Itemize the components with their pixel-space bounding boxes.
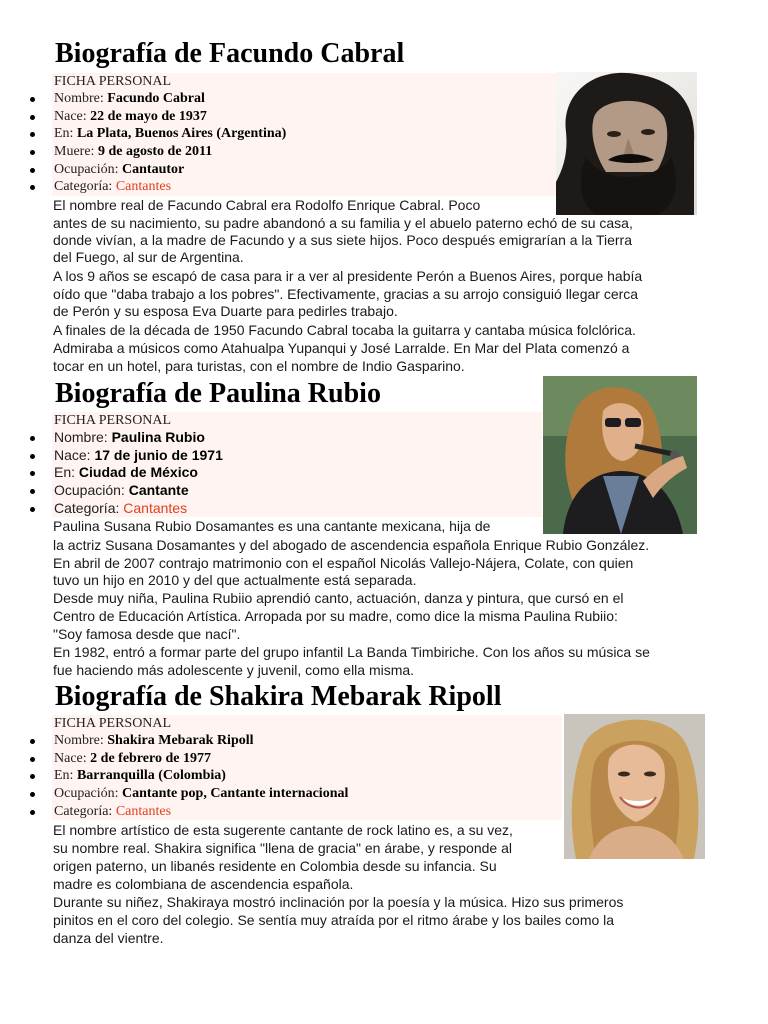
- field-label: Nace:: [54, 750, 87, 766]
- text-line: Paulina Susana Rubio Dosamantes es una cantante mexicana, hija de: [53, 518, 491, 534]
- text-line: la actriz Susana Dosamantes y del abogado de ascendencia española Enrique Rubio González.: [53, 537, 650, 553]
- ficha-field-nombre: [52, 732, 562, 750]
- text-line: A los 9 años se escapó de casa para ir a ver al presidente Perón a Buenos Aires, porque había: [53, 268, 643, 284]
- field-label: En:: [54, 464, 76, 481]
- ficha-field-nombre: [52, 429, 542, 447]
- field-value: 9 de agosto de 2011: [97, 144, 213, 160]
- text-line: tocar en un hotel, para turistas, con el nombre de Indio Gasparino.: [53, 358, 465, 374]
- field-label: Ocupación:: [54, 786, 119, 802]
- ficha-personal: [52, 715, 562, 820]
- text-line: El nombre real de Facundo Cabral era Rodolfo Enrique Cabral. Poco: [53, 197, 481, 213]
- field-label: Nace:: [54, 108, 87, 124]
- text-line: A finales de la década de 1950 Facundo Cabral tocaba la guitarra y cantaba música folclórica.: [53, 322, 636, 338]
- ficha-personal: [52, 412, 542, 517]
- text-line: origen paterno, un libanés residente en Colombia desde su infancia. Su: [53, 858, 497, 874]
- field-value: Shakira Mebarak Ripoll: [107, 733, 254, 748]
- field-label: Categoría:: [54, 179, 113, 195]
- field-label: En:: [54, 768, 74, 784]
- field-label: Nace:: [54, 446, 91, 463]
- text-line: El nombre artístico de esta sugerente cantante de rock latino es, a su vez,: [53, 822, 513, 838]
- ficha-title: FICHA PERSONAL: [54, 74, 172, 89]
- text-line: Durante su niñez, Shakiraya mostró inclinación por la poesía y la música. Hizo sus primeros: [53, 894, 624, 910]
- field-value: Cantante: [128, 482, 189, 499]
- field-label: En:: [54, 126, 74, 142]
- text-line: madre es colombiana de ascendencia española.: [53, 876, 354, 892]
- field-value: Cantautor: [122, 161, 185, 177]
- field-label: Nombre:: [54, 91, 104, 106]
- text-line: de Perón y su esposa Eva Duarte para pedirles trabajo.: [53, 303, 398, 319]
- field-label: Ocupación:: [54, 161, 119, 177]
- category-link[interactable]: Cantantes: [123, 499, 188, 516]
- ficha-fields: [52, 429, 542, 517]
- ficha-personal: [52, 73, 556, 196]
- ficha-field-muere: [52, 143, 556, 161]
- ficha-field-en: [52, 464, 542, 482]
- field-value: Paulina Rubio: [111, 429, 205, 445]
- ficha-field-categoria: [52, 803, 562, 821]
- bio-title: Biografía de Facundo Cabral: [55, 38, 405, 69]
- bio-title: Biografía de Shakira Mebarak Ripoll: [55, 681, 502, 712]
- text-line: Admiraba a músicos como Atahualpa Yupanqui y José Larralde. En Mar del Plata comenzó a: [53, 340, 630, 356]
- field-label: Muere:: [54, 144, 95, 160]
- text-line: fue haciendo más adolescente y juvenil, como ella misma.: [53, 662, 415, 678]
- text-line: danza del vientre.: [53, 930, 164, 946]
- ficha-fields: [52, 732, 562, 820]
- text-line: Desde muy niña, Paulina Rubiio aprendió canto, actuación, danza y pintura, que cursó en el: [53, 590, 624, 606]
- ficha-field-ocupacion: [52, 785, 562, 803]
- field-value: La Plata, Buenos Aires (Argentina): [76, 126, 287, 142]
- field-label: Categoría:: [54, 803, 113, 819]
- text-line: Centro de Educación Artística. Arropada por su madre, como dice la misma Paulina Rubiio:: [53, 608, 618, 624]
- field-value: Facundo Cabral: [107, 91, 205, 106]
- text-line: pinitos en el coro del colegio. Se sentía muy atraída por el ritmo árabe y los bailes como la: [53, 912, 615, 928]
- field-label: Nombre:: [54, 429, 108, 445]
- field-value: Ciudad de México: [78, 464, 198, 481]
- portrait-photo: [543, 376, 697, 534]
- ficha-field-nace: [52, 447, 542, 465]
- field-label: Ocupación:: [54, 482, 125, 499]
- text-line: En abril de 2007 contrajo matrimonio con el español Nicolás Vallejo-Nájera, Colate, con quien: [53, 555, 634, 571]
- ficha-field-en: [52, 767, 562, 785]
- ficha-field-categoria: [52, 500, 542, 518]
- ficha-field-ocupacion: [52, 161, 556, 179]
- text-line: su nombre real. Shakira significa "llena de gracia" en árabe, y responde al: [53, 840, 512, 856]
- field-value: 17 de junio de 1971: [94, 446, 223, 463]
- ficha-field-nombre: [52, 90, 556, 108]
- ficha-title: FICHA PERSONAL: [54, 413, 172, 428]
- ficha-field-nace: [52, 108, 556, 126]
- portrait-photo: [556, 72, 697, 215]
- field-value: Barranquilla (Colombia): [76, 768, 226, 784]
- ficha-field-ocupacion: [52, 482, 542, 500]
- ficha-field-categoria: [52, 178, 556, 196]
- bio-title: Biografía de Paulina Rubio: [55, 378, 381, 409]
- text-line: tuvo un hijo en 2010 y del que actualmente está separada.: [53, 572, 417, 588]
- text-line: "Soy famosa desde que nací".: [53, 626, 241, 642]
- field-label: Nombre:: [54, 733, 104, 748]
- ficha-fields: [52, 90, 556, 196]
- field-value: Cantante pop, Cantante internacional: [122, 786, 349, 802]
- category-link[interactable]: Cantantes: [115, 803, 172, 819]
- ficha-title: FICHA PERSONAL: [54, 716, 172, 731]
- field-label: Categoría:: [54, 499, 120, 516]
- text-line: oído que "daba trabajo a los pobres". Efectivamente, gracias a su arrojo consiguió llegar cerca: [53, 286, 639, 302]
- ficha-field-nace: [52, 750, 562, 768]
- category-link[interactable]: Cantantes: [115, 179, 172, 195]
- text-line: donde vivían, a la madre de Facundo y a sus siete hijos. Poco después emigrarían a la Tierra: [53, 232, 632, 248]
- field-value: 22 de mayo de 1937: [90, 108, 207, 124]
- text-line: del Fuego, al sur de Argentina.: [53, 249, 244, 265]
- field-value: 2 de febrero de 1977: [90, 750, 211, 766]
- ficha-field-en: [52, 125, 556, 143]
- text-line: En 1982, entró a formar parte del grupo infantil La Banda Timbiriche. Con los años su música se: [53, 644, 650, 660]
- portrait-photo: [564, 714, 705, 859]
- text-line: antes de su nacimiento, su padre abandonó a su familia y el abuelo paterno echó de su casa,: [53, 215, 633, 231]
